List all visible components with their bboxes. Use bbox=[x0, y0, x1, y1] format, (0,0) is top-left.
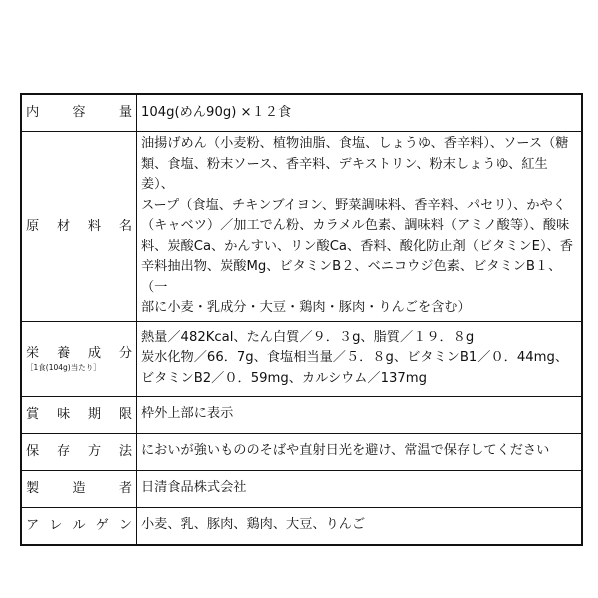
key-label bbox=[26, 480, 132, 497]
key-char: 方 bbox=[87, 443, 102, 459]
value-text: 油揚げめん（小麦粉、植物油脂、食塩、しょうゆ、香辛料）、ソース（糖 類、食塩、粉末ソース、香辛料、デキストリン、粉末しょうゆ、紅生姜）、 スープ（食塩、チキンブイヨン、野菜調味料、香辛料、パセリ）、かやく （キャベツ）／加工でん粉、カラメル色素、調味料（アミノ酸等）、酸味 料、炭酸Ca、かんすい、リン酸Ca、香料、酸化防止剤（ビタミンE）、香 辛料抽出物、炭酸Mg、ビタミンB２、ベニコウジ色素、ビタミンB１、（一 部に小麦・乳成分・大豆・鶏肉・豚肉・りんごを含む） bbox=[141, 136, 573, 315]
value-text: 枠外上部に表示 bbox=[141, 406, 234, 422]
key-char: 存 bbox=[56, 443, 71, 459]
row-best-before bbox=[21, 396, 582, 433]
value-text: においが強いもののそばや直射日光を避け、常温で保存してください bbox=[141, 443, 550, 459]
key-char: 分 bbox=[118, 346, 132, 362]
key-nutrition-facts bbox=[21, 321, 137, 396]
value-nutrition-facts bbox=[137, 321, 583, 396]
key-ingredients bbox=[21, 132, 137, 322]
value-text: 熱量／482Kcal、たん白質／９．３g、脂質／１９．８g 炭水化物／66．7g、食塩相当量／５．８g、ビタミンB1／０．44mg、 ビタミンB2／０．59mg、カルシウム／137mg bbox=[141, 329, 569, 386]
value-allergens bbox=[137, 507, 583, 545]
key-char: 容 bbox=[72, 105, 86, 121]
key-char: 原 bbox=[26, 218, 40, 234]
value-storage-method bbox=[137, 433, 583, 470]
key-char: 造 bbox=[72, 480, 86, 496]
key-serving-note: ［1食(104g)当たり］ bbox=[26, 363, 101, 373]
row-allergens bbox=[21, 507, 582, 545]
key-char: 材 bbox=[56, 218, 71, 234]
key-char: 名 bbox=[118, 218, 132, 234]
key-char: 期 bbox=[87, 406, 102, 422]
key-label bbox=[26, 218, 132, 235]
key-char: 保 bbox=[26, 443, 40, 459]
key-char: 製 bbox=[26, 480, 40, 496]
key-char: 法 bbox=[118, 443, 132, 459]
key-best-before bbox=[21, 396, 137, 433]
key-label bbox=[26, 443, 132, 460]
value-ingredients bbox=[137, 132, 583, 322]
key-char: 限 bbox=[118, 406, 132, 422]
key-label bbox=[26, 406, 132, 423]
key-char: 成 bbox=[87, 346, 102, 362]
key-char: レ bbox=[49, 517, 63, 533]
key-manufacturer bbox=[21, 470, 137, 507]
value-text: 日清食品株式会社 bbox=[141, 480, 247, 496]
key-char: 内 bbox=[26, 105, 40, 121]
key-char: 養 bbox=[56, 346, 71, 362]
key-char: 栄 bbox=[26, 346, 40, 362]
key-char: 者 bbox=[118, 480, 132, 496]
row-storage-method bbox=[21, 433, 582, 470]
key-allergens bbox=[21, 507, 137, 545]
value-best-before bbox=[137, 396, 583, 433]
key-storage-method bbox=[21, 433, 137, 470]
key-char: ル bbox=[72, 517, 86, 533]
row-nutrition-facts bbox=[21, 321, 582, 396]
product-label-table bbox=[20, 93, 583, 546]
key-label bbox=[26, 104, 132, 121]
key-char: ア bbox=[26, 517, 40, 533]
key-char: 量 bbox=[118, 105, 132, 121]
key-char: 料 bbox=[87, 218, 102, 234]
key-char: 味 bbox=[56, 406, 71, 422]
row-ingredients bbox=[21, 132, 582, 322]
value-manufacturer bbox=[137, 470, 583, 507]
value-text: 小麦、乳、豚肉、鶏肉、大豆、りんご bbox=[141, 517, 366, 533]
key-char: 賞 bbox=[26, 406, 40, 422]
key-char: ゲ bbox=[95, 517, 109, 533]
value-contents-amount bbox=[137, 94, 583, 132]
row-manufacturer bbox=[21, 470, 582, 507]
key-label bbox=[26, 517, 132, 534]
key-label bbox=[26, 345, 132, 362]
row-contents-amount bbox=[21, 94, 582, 132]
key-contents-amount bbox=[21, 94, 137, 132]
value-text: 104g(めん90g) ×１２食 bbox=[141, 104, 292, 120]
key-char: ン bbox=[118, 517, 132, 533]
